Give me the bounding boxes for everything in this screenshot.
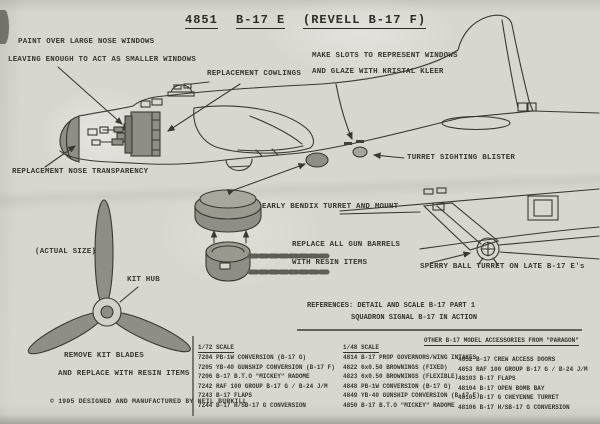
catalog-item: 48105 B-17 G CHEYENNE TURRET [458, 394, 559, 402]
annotation-replacement-nose: REPLACEMENT NOSE TRANSPARENCY [12, 168, 149, 176]
catalog-item: 4850 B-17 B.T.O "MICKEY" RADOME [343, 401, 455, 409]
catalog-item: 4814 B-17 PROP GOVERNORS/WING INTAKES [343, 354, 477, 361]
catalog-item: 48106 B-17 H/SB-17 G CONVERSION [458, 403, 570, 411]
kit-number: 4851 [185, 13, 218, 27]
catalog-column-other [458, 355, 588, 413]
catalog-item: 7204 PB-1W CONVERSION (B-17 G) [198, 354, 307, 361]
annotation-replacement-cowlings: REPLACEMENT COWLINGS [207, 70, 302, 78]
annotation-remove-kit-blades: REMOVE KIT BLADES [64, 352, 144, 360]
catalog-item: 48104 B-17 OPEN BOMB BAY [458, 384, 545, 392]
catalog-item: 4822 6x0.50 BROWNINGS (FIXED) [343, 363, 448, 371]
catalog-item: 4823 6x0.50 BROWNINGS (FLEXIBLE) [343, 373, 459, 381]
annotation-make-slots: MAKE SLOTS TO REPRESENT WINDOWS [312, 52, 458, 60]
catalog-item: 7243 B-17 FLAPS [198, 392, 253, 400]
annotation-early-bendix: EARLY BENDIX TURRET AND MOUNT [262, 203, 399, 211]
kit-base: (REVELL B-17 F) [303, 13, 427, 27]
catalog-item: 48103 B-17 FLAPS [458, 375, 516, 383]
catalog-item: 4852 B-17 CREW ACCESS DOORS [458, 356, 556, 363]
annotation-kit-hub: KIT HUB [127, 276, 160, 284]
catalog-column-1-72 [198, 353, 335, 411]
annotation-sperry-ball: SPERRY BALL TURRET ON LATE B-17 E's [420, 263, 585, 271]
annotation-paint-over-windows: PAINT OVER LARGE NOSE WINDOWS [18, 38, 155, 46]
catalog-item: 7244 B-17 H/SB-17 G CONVERSION [198, 401, 307, 409]
catalog-item: 7206 B-17 B.T.O "MICKEY" RADOME [198, 373, 310, 381]
annotation-replace-gun-barrels: REPLACE ALL GUN BARRELS [292, 241, 401, 249]
annotation-turret-sighting-blister: TURRET SIGHTING BLISTER [407, 154, 516, 162]
annotation-leaving-enough: LEAVING ENOUGH TO ACT AS SMALLER WINDOWS [8, 56, 197, 64]
references-line1: REFERENCES: DETAIL AND SCALE B-17 PART 1 [307, 302, 476, 310]
annotation-replace-with-resin: AND REPLACE WITH RESIN ITEMS [58, 370, 190, 378]
column-header-1-72: 1/72 SCALE [198, 344, 235, 351]
catalog-item: 7242 RAF 100 GROUP B-17 G / B-24 J/M [198, 382, 328, 390]
propeller-drawing [24, 200, 193, 360]
catalog-item: 4848 PB-1W CONVERSION (B-17 G) [343, 382, 452, 390]
annotation-with-resin-items: WITH RESIN ITEMS [292, 259, 368, 267]
references-line2: SQUADRON SIGNAL B-17 IN ACTION [351, 314, 478, 322]
annotation-actual-size: (ACTUAL SIZE) [35, 248, 97, 256]
catalog-item: 4849 YB-40 GUNSHIP CONVERSION (B-17 F) [343, 392, 480, 400]
kit-model: B-17 E [236, 13, 286, 27]
column-header-1-48: 1/48 SCALE [343, 344, 380, 351]
column-header-other-accessories: OTHER B-17 MODEL ACCESSORIES FROM "PARAGON" [424, 337, 579, 344]
catalog-item: 7205 YB-40 GUNSHIP CONVERSION (B-17 F) [198, 363, 335, 371]
catalog-item: 4853 RAF 100 GROUP B-17 G / B-24 J/M [458, 365, 588, 373]
annotation-glaze-kristal-kleer: AND GLAZE WITH KRISTAL KLEER [312, 68, 444, 76]
copyright-line: © 1995 DESIGNED AND MANUFACTURED BY NEIL BURKILL [50, 398, 247, 405]
